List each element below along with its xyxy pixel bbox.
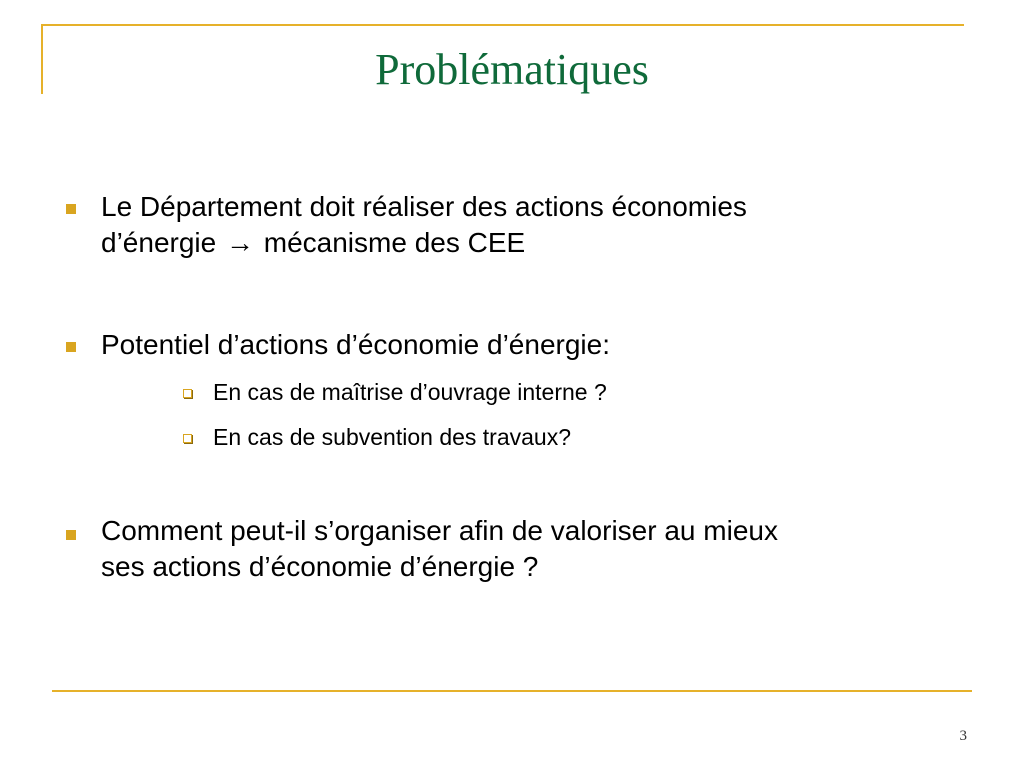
sub-item-2: En cas de subvention des travaux?	[213, 424, 572, 450]
bullet-1-mechanism-text: mécanisme des CEE	[263, 227, 526, 258]
bullet-2-line-1: Potentiel d’actions d’économie d’énergie:	[101, 329, 610, 360]
square-bullet-icon	[66, 342, 76, 352]
top-frame-line	[41, 24, 964, 26]
sub-item-1: En cas de maîtrise d’ouvrage interne ?	[213, 379, 607, 405]
bullet-1-line-2	[101, 225, 961, 261]
bullet-1-line-1: Le Département doit réaliser des actions économies	[101, 191, 747, 222]
bullet-item-1	[101, 189, 961, 261]
slide-title: Problématiques	[375, 45, 649, 94]
square-bullet-icon	[66, 530, 76, 540]
bullet-item-3	[101, 513, 961, 585]
bullet-3-line-1: Comment peut-il s’organiser afin de valoriser au mieux	[101, 515, 778, 546]
square-bullet-icon	[66, 204, 76, 214]
bullet-3-line-2: ses actions d’économie d’énergie ?	[101, 551, 539, 582]
bottom-frame-line	[52, 690, 972, 692]
page-number: 3	[959, 728, 967, 744]
bullet-1-energy-text: d’énergie	[101, 227, 217, 258]
hollow-square-bullet-icon	[183, 389, 192, 398]
bullet-item-2	[101, 327, 961, 363]
hollow-square-bullet-icon	[183, 434, 192, 443]
right-arrow-icon: →	[225, 227, 254, 258]
